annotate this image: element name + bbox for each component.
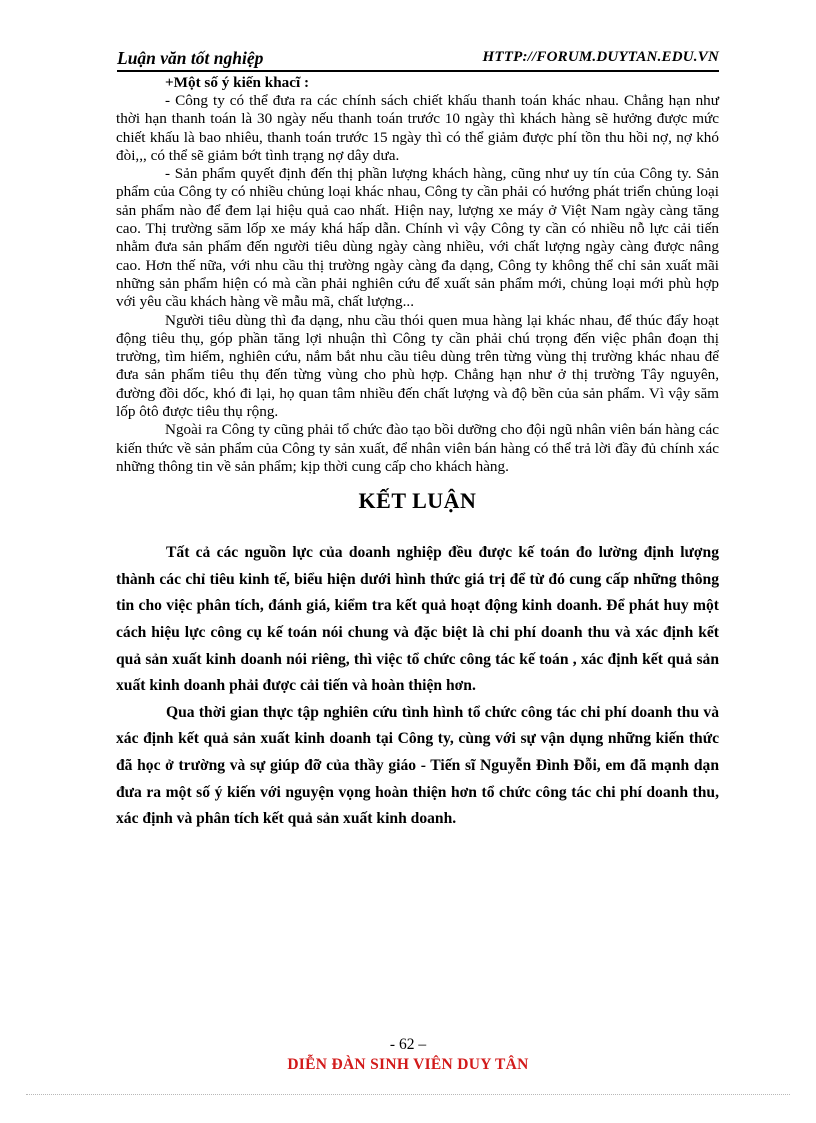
body-paragraph: - Công ty có thể đưa ra các chính sách chiết khấu thanh toán khác nhau. Chẳng hạn như thời hạn thanh toán là 30 ngày nếu thanh toán trước 10 ngày thì khách hàng sẽ hưởng được mức chiết khấu là bao nhiêu, thanh toán trước 15 ngày thì có thể giảm được phí tồn thu hồi nợ, nợ khó đòi,,, có thể sẽ giảm bớt tình trạng nợ dây dưa. [116, 92, 719, 164]
header-url[interactable]: HTTP://FORUM.DUYTAN.EDU.VN [482, 49, 719, 65]
footer-divider [26, 1094, 790, 1095]
header-title: Luận văn tốt nghiệp [117, 48, 264, 68]
footer-site-name: DIỄN ĐÀN SINH VIÊN DUY TÂN [287, 1056, 529, 1073]
body-paragraph: - Sản phẩm quyết định đến thị phần lượng khách hàng, cũng như uy tín của Công ty. Sản phẩm của Công ty có nhiều chủng loại khác nhau, Công ty cần phải có hướng phát triển chủng loại sản phẩm nào để đem lại hiệu quả cao nhất. Hiện nay, lượng xe máy ở Việt Nam ngày càng tăng cao. Thị trường săm lốp xe máy khá hấp dẫn. Chính vì vậy Công ty cần có nhiều nỗ lực cải tiến nhằm đưa sản phẩm đến người tiêu dùng ngày càng nhiều, với chất lượng ngày càng được nâng cao. Hơn thế nữa, với nhu cầu thị trường ngày càng đa dạng, Công ty không thể chỉ sản xuất mãi những sản phẩm hiện có mà cần phải nghiên cứu để xuất sản phẩm mới, chủng loại mới phù hợp với yêu cầu khách hàng về mẫu mã, chất lượng... [116, 165, 719, 311]
conclusion-paragraph: Qua thời gian thực tập nghiên cứu tình hình tổ chức công tác chi phí doanh thu và xác định kết quả sản xuất kinh doanh tại Công ty, cùng với sự vận dụng những kiến thức đã học ở trường và sự giúp đỡ của thầy giáo - Tiến sĩ Nguyễn Đình Đỗi, em đã mạnh dạn đưa ra một số ý kiến với nguyện vọng hoàn thiện hơn tổ chức công tác chi phí doanh thu, xác định và phân tích kết quả sản xuất kinh doanh. [116, 703, 719, 828]
page-number: - 62 – [389, 1036, 427, 1053]
conclusion-paragraph: Tất cả các nguồn lực của doanh nghiệp đều được kế toán đo lường định lượng thành các chỉ tiêu kinh tế, biểu hiện dưới hình thức giá trị để từ đó cung cấp những thông tin cho việc phân tích, đánh giá, kiểm tra kết quả hoạt động kinh doanh. Để phát huy một cách hiệu lực công cụ kế toán nói chung và đặc biệt là chi phí doanh thu và xác định kết quả sản xuất kinh doanh nói riêng, thì việc tổ chức công tác kế toán , xác định kết quả sản xuất kinh doanh phải được cải tiến và hoàn thiện hơn. [116, 544, 719, 695]
body-paragraph: Người tiêu dùng thì đa dạng, nhu cầu thói quen mua hàng lại khác nhau, để thúc đẩy hoạt động tiêu thụ, góp phần tăng lợi nhuận thì Công ty cần phải chú trọng đến việc phân đoạn thị trường, tìm hiểm, nghiên cứu, nắm bắt nhu cầu tiêu dùng trên từng vùng thị trường khác nhau để đưa sản phẩm tiêu thụ đến từng vùng cho phù hợp. Chẳng hạn như ở thị trường Tây nguyên, đường đồi dốc, khó đi lại, họ quan tâm nhiều đến chất lượng và độ bền của sản phẩm. Vì vậy săm lốp ôtô được tiêu thụ rộng. [116, 311, 719, 421]
page-header [117, 46, 719, 72]
section-subhead: +Một số ý kiến khacĩ : [165, 74, 310, 91]
page-content [116, 72, 719, 833]
conclusion-title: KẾT LUẬN [358, 488, 477, 514]
body-paragraph: Ngoài ra Công ty cũng phải tổ chức đào tạo bồi dưỡng cho đội ngũ nhân viên bán hàng các kiến thức về sản phẩm của Công ty sản xuất, để nhân viên bán hàng có thể trả lời đầy đủ chính xác những thông tin về sản phẩm; kịp thời cung cấp cho khách hàng. [116, 421, 719, 475]
